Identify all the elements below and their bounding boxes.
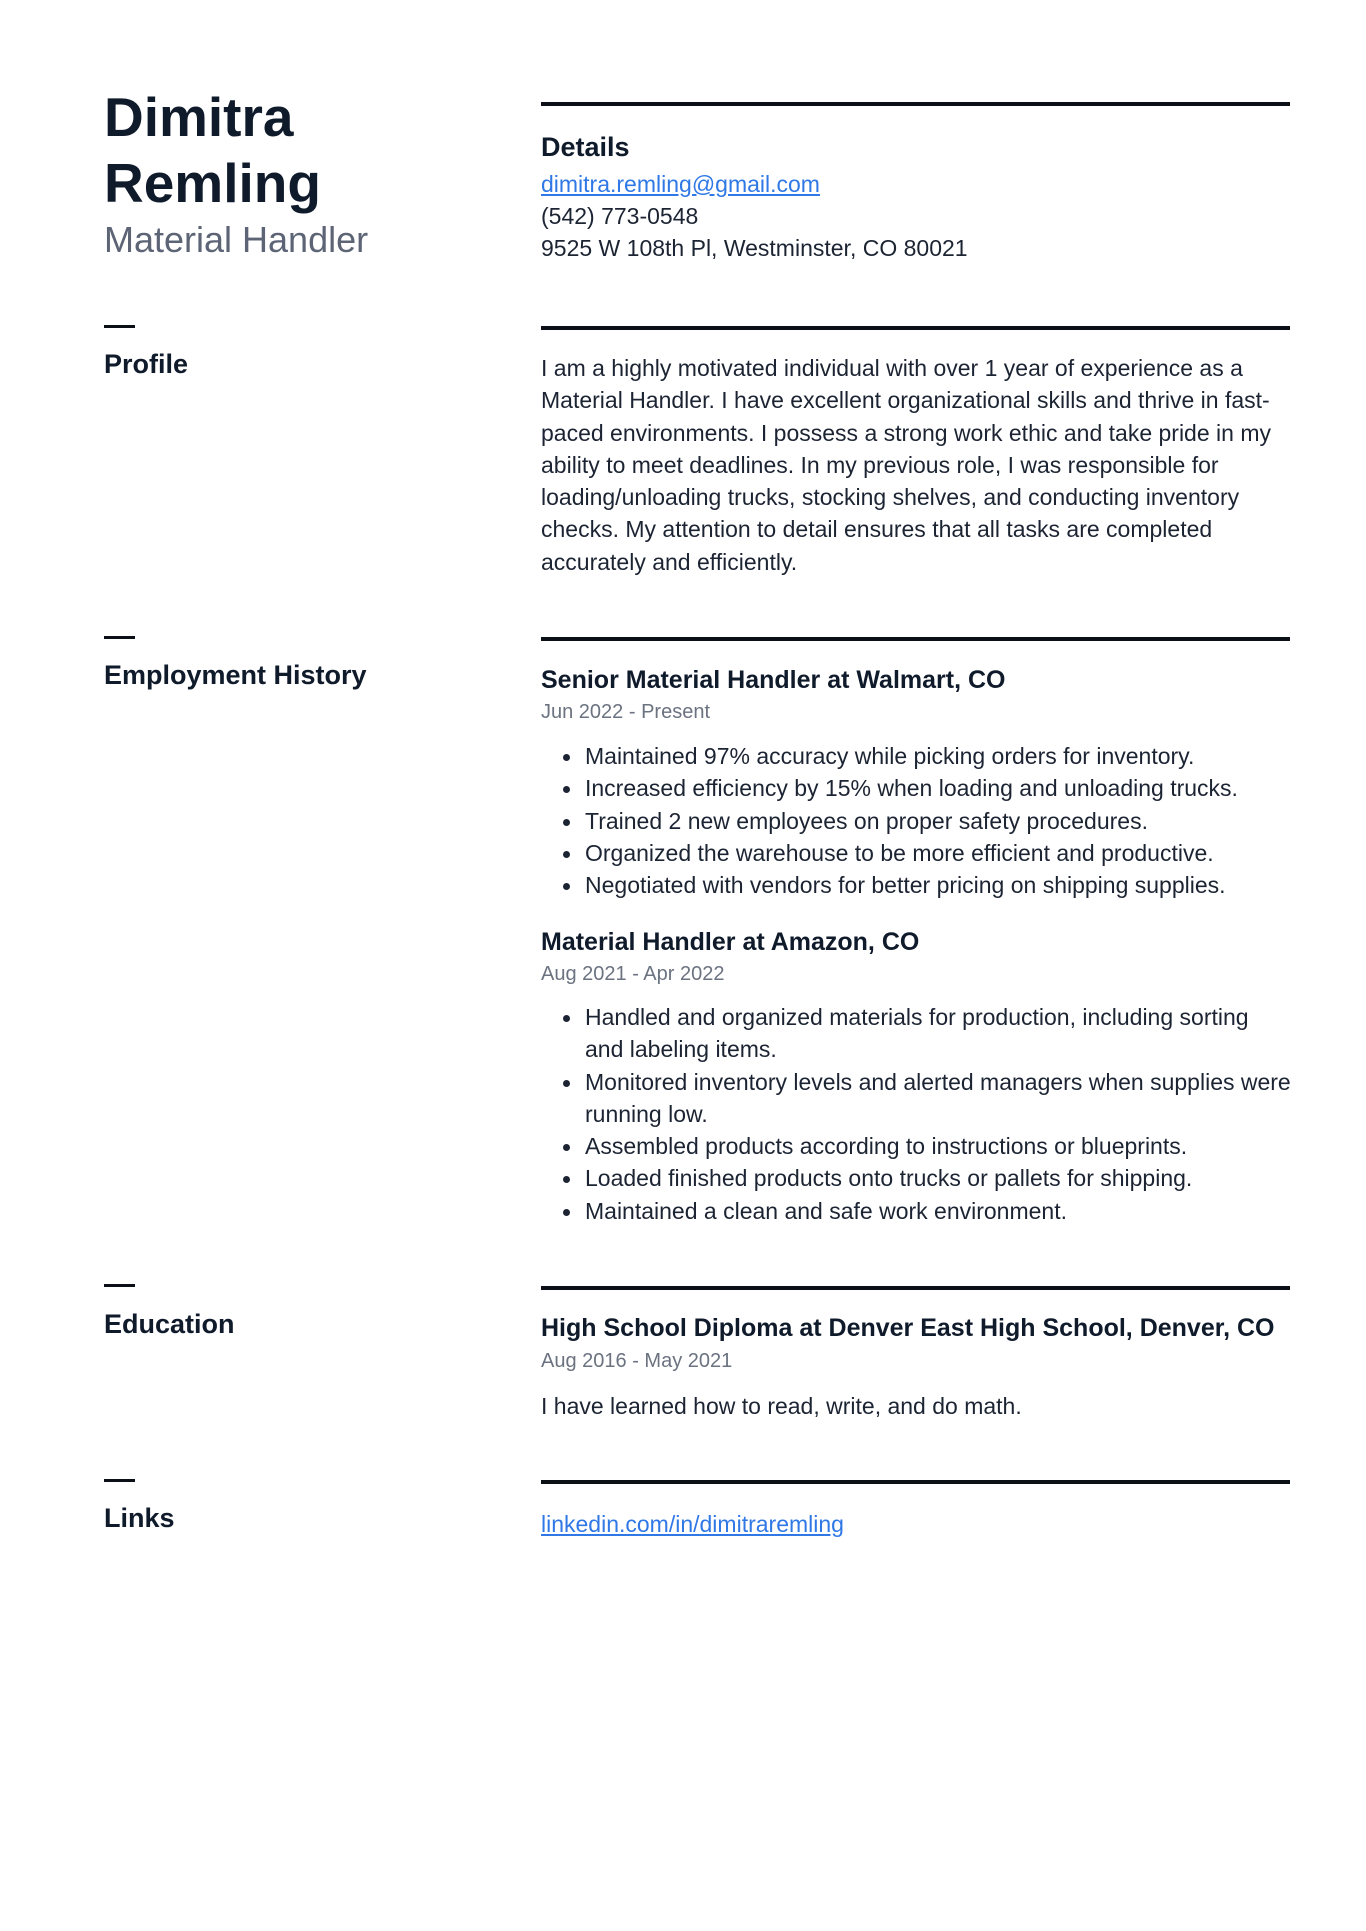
employment-dash <box>104 636 135 639</box>
last-name: Remling <box>104 152 321 214</box>
linkedin-link[interactable]: linkedin.com/in/dimitraremling <box>541 1511 844 1537</box>
links-dash <box>104 1479 135 1482</box>
job-dates-amazon: Aug 2021 - Apr 2022 <box>541 963 725 985</box>
list-item: Loaded finished products onto trucks or pallets for shipping. <box>541 1162 1293 1194</box>
details-heading: Details <box>541 132 630 162</box>
list-item: Maintained a clean and safe work environment. <box>541 1195 1293 1227</box>
job-bullets-walmart <box>541 740 1293 901</box>
employment-heading: Employment History <box>104 660 367 690</box>
job-title-walmart: Senior Material Handler at Walmart, CO <box>541 666 1006 694</box>
details-divider <box>541 102 1290 106</box>
links-heading: Links <box>104 1503 175 1533</box>
profile-divider <box>541 326 1290 330</box>
job-title-amazon: Material Handler at Amazon, CO <box>541 928 920 956</box>
list-item: Trained 2 new employees on proper safety procedures. <box>541 805 1293 837</box>
list-item: Organized the warehouse to be more efficient and productive. <box>541 837 1293 869</box>
education-divider <box>541 1286 1290 1290</box>
profile-text: I am a highly motivated individual with over 1 year of experience as a Material Handler. I have excellent organizational skills and thrive in fast-paced environments. I possess a strong work ethic and take pride in my ability to meet deadlines. In my previous role, I was responsible for loading/unloading trucks, stocking shelves, and conducting inventory checks. My attention to detail ensures that all tasks are completed accurately and efficiently. <box>541 355 1271 575</box>
list-item: Assembled products according to instructions or blueprints. <box>541 1130 1293 1162</box>
phone-number: (542) 773-0548 <box>541 203 699 229</box>
list-item: Handled and organized materials for production, including sorting and labeling items. <box>541 1001 1293 1066</box>
address: 9525 W 108th Pl, Westminster, CO 80021 <box>541 235 968 261</box>
employment-divider <box>541 637 1290 641</box>
education-title: High School Diploma at Denver East High School, Denver, CO <box>541 1314 1275 1342</box>
profile-heading: Profile <box>104 349 189 379</box>
list-item: Negotiated with vendors for better pricing on shipping supplies. <box>541 869 1293 901</box>
job-bullets-amazon <box>541 1001 1293 1227</box>
list-item: Increased efficiency by 15% when loading and unloading trucks. <box>541 772 1293 804</box>
links-divider <box>541 1480 1290 1484</box>
education-description: I have learned how to read, write, and do math. <box>541 1393 1022 1419</box>
list-item: Maintained 97% accuracy while picking orders for inventory. <box>541 740 1293 772</box>
first-name: Dimitra <box>104 86 294 148</box>
profile-dash <box>104 325 135 328</box>
job-dates-walmart: Jun 2022 - Present <box>541 701 710 723</box>
job-title: Material Handler <box>104 219 369 260</box>
candidate-name <box>104 84 434 216</box>
education-heading: Education <box>104 1309 235 1339</box>
education-dash <box>104 1284 135 1287</box>
education-dates: Aug 2016 - May 2021 <box>541 1350 733 1372</box>
list-item: Monitored inventory levels and alerted managers when supplies were running low. <box>541 1066 1293 1131</box>
email-link[interactable]: dimitra.remling@gmail.com <box>541 171 820 197</box>
